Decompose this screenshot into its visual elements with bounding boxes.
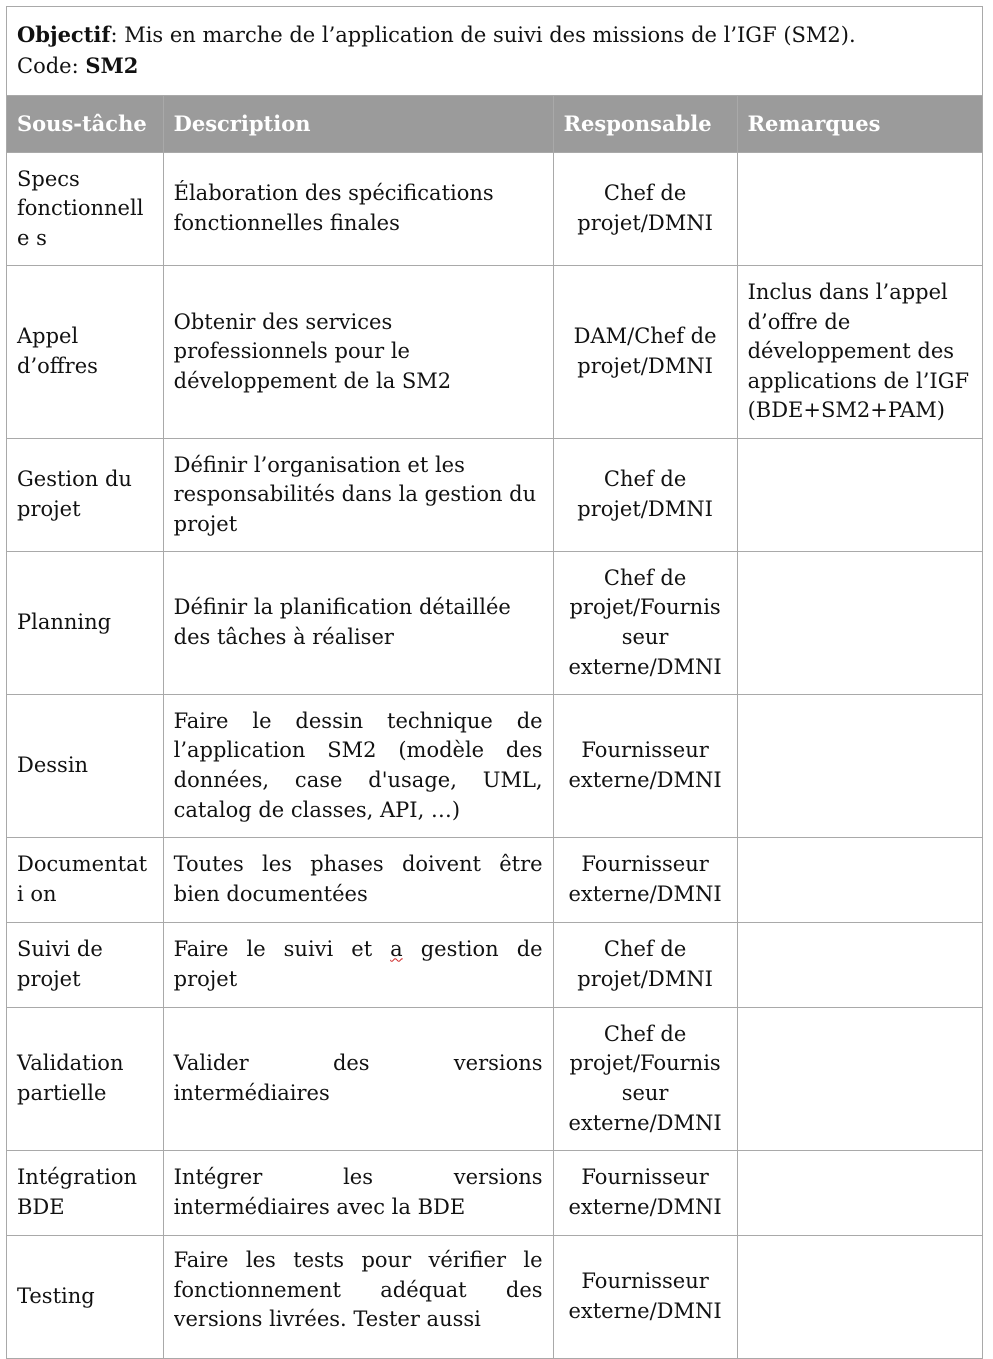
header-responsable: Responsable [553, 96, 737, 153]
description-cell [163, 1236, 553, 1359]
header-remarques: Remarques [737, 96, 982, 153]
table-row [7, 439, 983, 552]
objective-text: : Mis en marche de l’application de suivi des missions de l’IGF (SM2). [110, 23, 856, 48]
remarks-cell [737, 153, 982, 266]
responsible-cell: Chef de projet/Fournis seur externe/DMNI [553, 552, 737, 695]
responsible-cell: Fournisseur externe/DMNI [553, 1236, 737, 1359]
table-row [7, 1008, 983, 1151]
description-cell: Élaboration des spécifications fonctionnelles finales [163, 153, 553, 266]
objective-label: Objectif [17, 22, 111, 48]
document-page [6, 6, 983, 1359]
table-row [7, 1236, 983, 1359]
responsible-cell: Chef de projet/Fournis seur externe/DMNI [553, 1008, 737, 1151]
table-row [7, 266, 983, 439]
responsible-cell: DAM/Chef de projet/DMNI [553, 266, 737, 439]
spellcheck-marked-word: a [390, 937, 403, 962]
table-row [7, 923, 983, 1008]
description-cell: Faire le dessin technique de l’application SM2 (modèle des données, case d'usage, UML, catalog de classes, API, …) [163, 695, 553, 838]
task-cell: Appel d’offres [7, 266, 164, 439]
description-cell [163, 923, 553, 1008]
description-cell: Valider des versions intermédiaires [163, 1008, 553, 1151]
remarks-cell [737, 1236, 982, 1359]
description-clip: Faire les tests pour vérifier le fonctionnement adéquat des versions livrées. Tester aussi [173, 1248, 543, 1332]
description-text-end: gestion de projet [173, 937, 543, 991]
remarks-cell [737, 695, 982, 838]
header-sous-tache: Sous-tâche [7, 96, 164, 153]
task-cell: Dessin [7, 695, 164, 838]
description-cell: Définir l’organisation et les responsabilités dans la gestion du projet [163, 439, 553, 552]
objective-row [7, 7, 983, 96]
objective-cell [7, 7, 983, 96]
remarks-cell [737, 1151, 982, 1236]
task-table [6, 6, 983, 1359]
task-cell: Planning [7, 552, 164, 695]
code-label: Code: [17, 54, 86, 78]
table-row [7, 838, 983, 923]
responsible-cell: Fournisseur externe/DMNI [553, 1151, 737, 1236]
description-cell: Définir la planification détaillée des tâches à réaliser [163, 552, 553, 695]
task-cell: Intégration BDE [7, 1151, 164, 1236]
remarks-cell: Inclus dans l’appel d’offre de développement des applications de l’IGF (BDE+SM2+PAM) [737, 266, 982, 439]
responsible-cell: Chef de projet/DMNI [553, 153, 737, 266]
table-row [7, 695, 983, 838]
description-cell: Toutes les phases doivent être bien documentées [163, 838, 553, 923]
objective-line [17, 20, 972, 51]
task-cell: Gestion du projet [7, 439, 164, 552]
responsible-cell: Chef de projet/DMNI [553, 923, 737, 1008]
task-cell: Specs fonctionnelle s [7, 153, 164, 266]
responsible-cell: Fournisseur externe/DMNI [553, 838, 737, 923]
code-line [17, 51, 972, 82]
remarks-cell [737, 439, 982, 552]
remarks-cell [737, 838, 982, 923]
header-description: Description [163, 96, 553, 153]
task-cell: Suivi de projet [7, 923, 164, 1008]
description-text-start: Faire le suivi et [173, 937, 391, 962]
description-cell: Obtenir des services professionnels pour le développement de la SM2 [163, 266, 553, 439]
task-cell: Testing [7, 1236, 164, 1359]
task-cell: Validation partielle [7, 1008, 164, 1151]
description-cell: Intégrer les versions intermédiaires avec la BDE [163, 1151, 553, 1236]
remarks-cell [737, 1008, 982, 1151]
responsible-cell: Chef de projet/DMNI [553, 439, 737, 552]
table-row [7, 1151, 983, 1236]
table-row [7, 153, 983, 266]
task-cell: Documentati on [7, 838, 164, 923]
table-header-row [7, 96, 983, 153]
remarks-cell [737, 552, 982, 695]
remarks-cell [737, 923, 982, 1008]
table-row [7, 552, 983, 695]
responsible-cell: Fournisseur externe/DMNI [553, 695, 737, 838]
code-value: SM2 [85, 53, 139, 78]
